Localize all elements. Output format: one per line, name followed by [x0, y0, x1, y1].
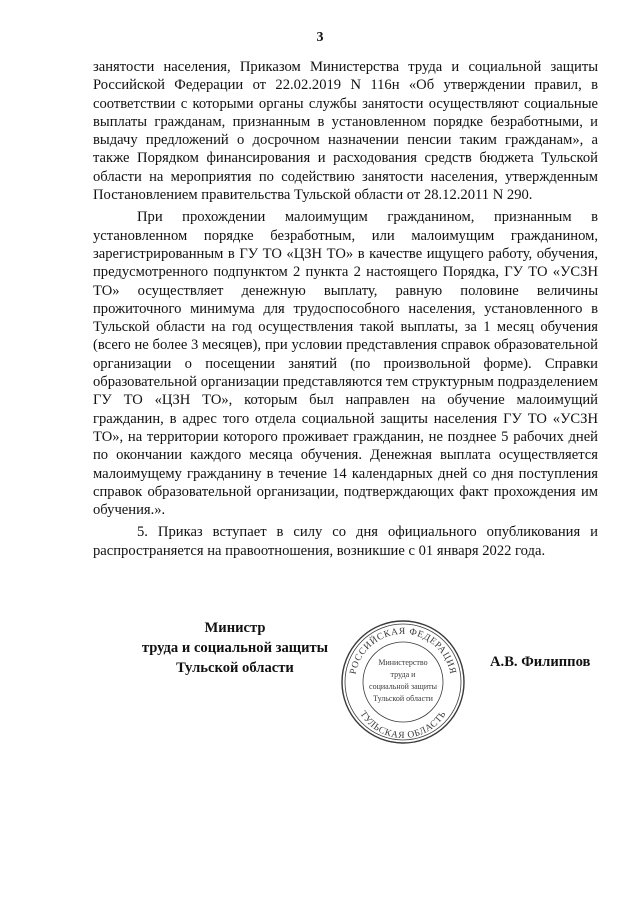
paragraph-effective-date: 5. Приказ вступает в силу со дня официального опубликования и распространяется на правоотношения, возникшие с 01 января 2022 года.	[93, 524, 598, 559]
page-number: 3	[316, 30, 324, 45]
seal-inner-line: Тульской области	[373, 694, 433, 703]
signature-block	[0, 618, 640, 748]
paragraph-payment-rules: При прохождении малоимущим гражданином, признанным в установленном порядке безработным, или малоимущим гражданином, зарегистрированным в ГУ ТО «ЦЗН ТО» в качестве ищущего работу, обучения, предусмотренного подпунктом 2 пункта 2 настоящего Порядка, ГУ ТО «УСЗН ТО» осуществляет денежную выплату, равную половине величины прожиточного минимума для трудоспособного населения, установленного в Тульской области на год осуществления такой выплаты, за 1 месяц обучения (всего не более 3 месяцев), при условии представления справок образовательной организации о посещении занятий (по произвольной форме). Справки образовательной организации представляются тем структурным подразделением ГУ ТО «ЦЗН ТО», которым был направлен на обучение малоимущий гражданин, в адрес того отдела социальной защиты населения ГУ ТО «УСЗН ТО», на территории которого проживает гражданин, не позднее 5 рабочих дней по окончании каждого месяца обучения. Денежная выплата осуществляется малоимущему гражданину в течение 14 календарных дней со дня поступления справок образовательной организации, подтверждающих факт прохождения им обучения.».	[93, 209, 598, 519]
seal-inner-line: Министерство	[378, 658, 428, 667]
signatory-title	[130, 618, 340, 678]
signatory-title-line: труда и социальной защиты	[141, 640, 329, 656]
paragraph-continuation: занятости населения, Приказом Министерства труда и социальной защиты Российской Федерации от 22.02.2019 N 116н «Об утверждении правил, в соответствии с которыми органы службы занятости осуществляют социальные выплаты гражданам, признанным в установленном порядке безработными, и выдачу предложений о досрочном назначении пенсии таким гражданам», а также Порядком финансирования и расходования средств бюджета Тульской области на мероприятия по содействию занятости населения, утвержденным Постановлением правительства Тульской области от 28.12.2011 N 290.	[93, 59, 598, 204]
signatory-name: А.В. Филиппов	[490, 654, 591, 670]
seal-text-bottom: ТУЛЬСКАЯ ОБЛАСТЬ	[357, 709, 449, 742]
signatory-title-line: Министр	[204, 620, 266, 636]
seal-inner-line: труда и	[390, 670, 416, 679]
seal-text-top: РОССИЙСКАЯ ФЕДЕРАЦИЯ	[348, 626, 458, 676]
signatory-title-line: Тульской области	[176, 660, 294, 676]
seal-icon	[339, 618, 467, 746]
official-seal	[339, 618, 467, 746]
document-body	[93, 58, 598, 560]
seal-inner-line: социальной защиты	[369, 682, 437, 691]
svg-text:ТУЛЬСКАЯ ОБЛАСТЬ	[357, 710, 448, 742]
